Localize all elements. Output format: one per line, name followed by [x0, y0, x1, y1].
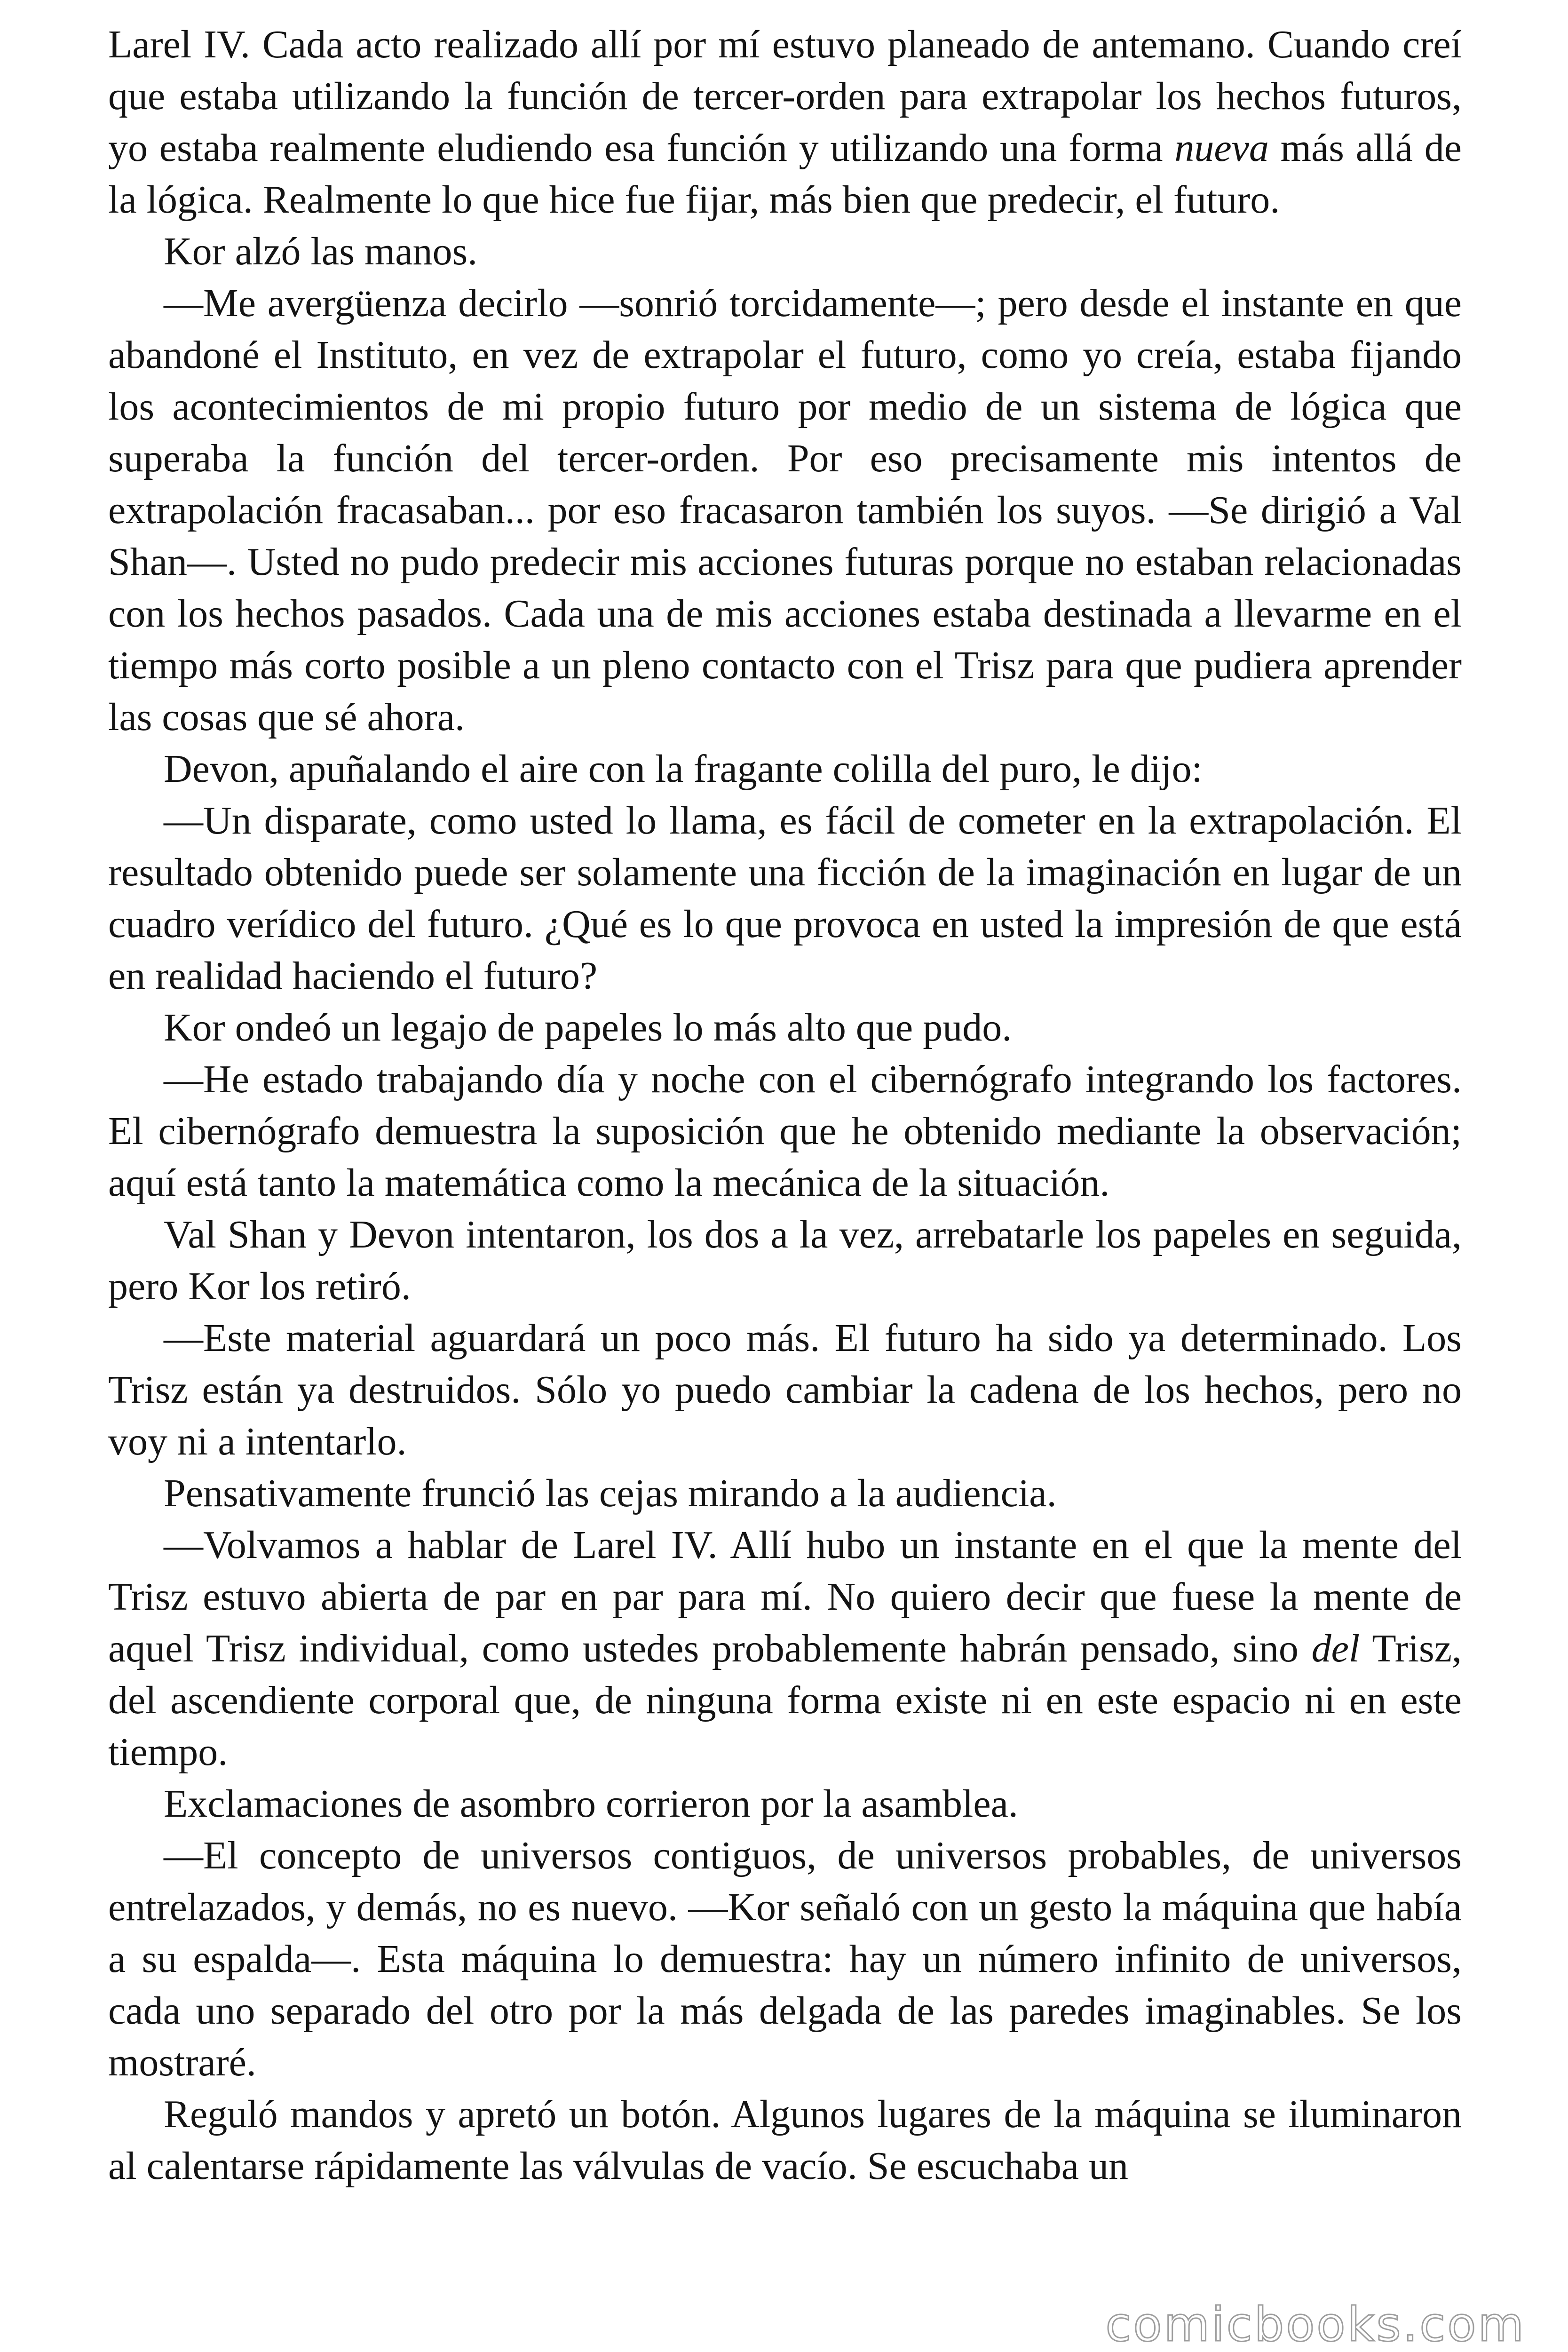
italic-text: nueva — [1174, 126, 1269, 170]
book-page-text — [108, 19, 1462, 2192]
paragraph-text: Devon, apuñalando el aire con la fragante colilla del puro, le dijo: — [164, 747, 1203, 791]
paragraph — [108, 1002, 1462, 1054]
paragraph — [108, 795, 1462, 1002]
paragraph-text: —He estado trabajando día y noche con el cibernógrafo integrando los factores. El cibernógrafo demuestra la suposición que he obtenido mediante la observación; aquí está tanto la matemática como la mecánica de la situación. — [108, 1057, 1462, 1205]
paragraph — [108, 1778, 1462, 1830]
paragraph-text: —Un disparate, como usted lo llama, es fácil de cometer en la extrapolación. El resultado obtenido puede ser solamente una ficción de la imaginación en lugar de un cuadro verídico del futuro. ¿Qué es lo que provoca en usted la impresión de que está en realidad haciendo el futuro? — [108, 799, 1462, 998]
paragraph-text: Pensativamente frunció las cejas mirando a la audiencia. — [164, 1471, 1057, 1515]
paragraph-text: Kor alzó las manos. — [164, 230, 478, 273]
paragraph — [108, 2089, 1462, 2192]
paragraph-text: —El concepto de universos contiguos, de universos probables, de universos entrelazados, y demás, no es nuevo. —Kor señaló con un gesto la máquina que había a su espalda—. Esta máquina lo demuestra: hay un número infinito de universos, cada uno separado del otro por la más delgada de las paredes imaginables. Se los mostraré. — [108, 1834, 1462, 2084]
paragraph — [108, 1830, 1462, 2089]
paragraph-text: Kor ondeó un legajo de papeles lo más alto que pudo. — [164, 1006, 1012, 1049]
comicbooks-watermark: comicbooks.com — [1105, 2297, 1526, 2352]
paragraph — [108, 743, 1462, 795]
paragraph — [108, 1312, 1462, 1468]
paragraph-text: —Volvamos a hablar de Larel IV. Allí hubo un instante en el que la mente del Trisz estuvo abierta de par en par para mí. No quiero decir que fuese la mente de aquel Trisz individual, como ustedes probablemente habrán pensado, sino — [108, 1523, 1462, 1670]
paragraph-text: Trisz, del ascendiente corporal que, de ninguna forma existe ni en este espacio ni en este tiempo. — [108, 1627, 1462, 1774]
paragraph — [108, 1468, 1462, 1519]
paragraph — [108, 226, 1462, 278]
paragraph-text: —Este material aguardará un poco más. El futuro ha sido ya determinado. Los Trisz están ya destruidos. Sólo yo puedo cambiar la cadena de los hechos, pero no voy ni a intentarlo. — [108, 1316, 1462, 1463]
paragraph-text: Val Shan y Devon intentaron, los dos a la vez, arrebatarle los papeles en seguida, pero Kor los retiró. — [108, 1213, 1462, 1308]
paragraph-text: más allá de la lógica. Realmente lo que hice fue fijar, más bien que predecir, el futuro. — [108, 126, 1462, 222]
paragraph — [108, 278, 1462, 743]
paragraph-text: Reguló mandos y apretó un botón. Algunos lugares de la máquina se iluminaron al calentarse rápidamente las válvulas de vacío. Se escuchaba un — [108, 2092, 1462, 2188]
paragraph-text: —Me avergüenza decirlo —sonrió torcidamente—; pero desde el instante en que abandoné el Instituto, en vez de extrapolar el futuro, como yo creía, estaba fijando los acontecimientos de mi propio futuro por medio de un sistema de lógica que superaba la función del tercer-orden. Por eso precisamente mis intentos de extrapolación fracasaban... por eso fracasaron también los suyos. —Se dirigió a Val Shan—. Usted no pudo predecir mis acciones futuras porque no estaban relacionadas con los hechos pasados. Cada una de mis acciones estaba destinada a llevarme en el tiempo más corto posible a un pleno contacto con el Trisz para que pudiera aprender las cosas que sé ahora. — [108, 281, 1462, 739]
paragraph — [108, 19, 1462, 226]
paragraph — [108, 1519, 1462, 1778]
italic-text: del — [1311, 1627, 1360, 1670]
paragraph-text: Larel IV. Cada acto realizado allí por mí estuvo planeado de antemano. Cuando creí que estaba utilizando la función de tercer-orden para extrapolar los hechos futuros, yo estaba realmente eludiendo esa función y utilizando una forma — [108, 23, 1462, 170]
paragraph — [108, 1209, 1462, 1312]
paragraph — [108, 1054, 1462, 1209]
paragraph-text: Exclamaciones de asombro corrieron por la asamblea. — [164, 1782, 1018, 1826]
